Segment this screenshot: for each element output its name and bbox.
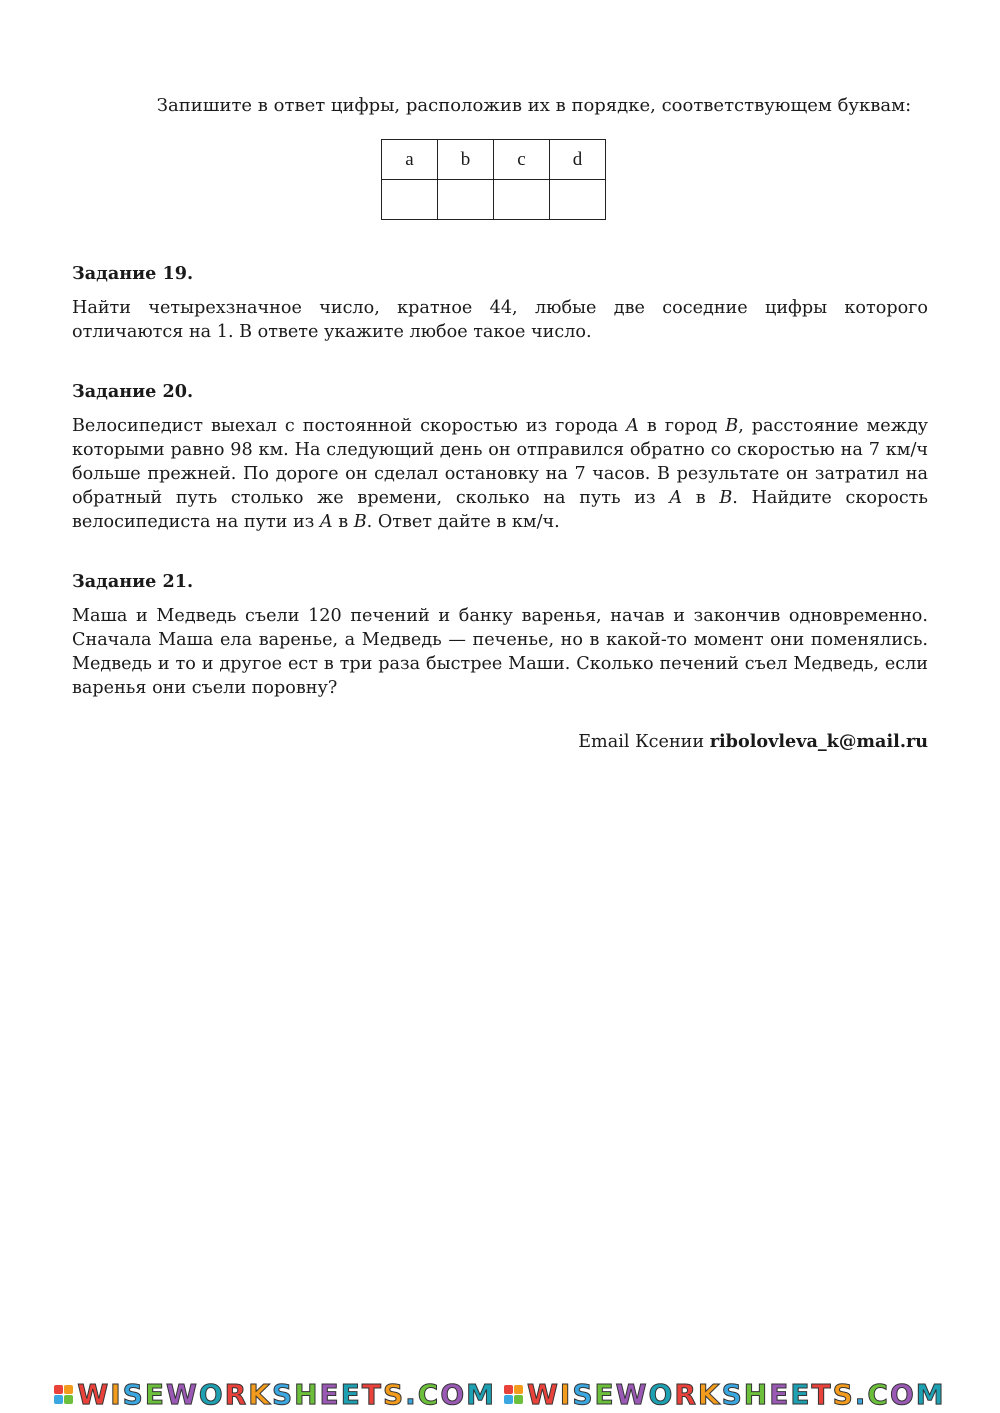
- answer-cell-d[interactable]: [550, 180, 606, 220]
- answer-table-input-row: [382, 180, 606, 220]
- task-19: [72, 262, 928, 344]
- answer-cell-a[interactable]: [382, 180, 438, 220]
- answer-cell-c[interactable]: [494, 180, 550, 220]
- task-21: [72, 570, 928, 700]
- wiseworksheets-logo-icon: [504, 1385, 523, 1404]
- header-cell-b: b: [438, 140, 494, 180]
- answer-table-header-row: [382, 140, 606, 180]
- task-19-title: Задание 19.: [72, 263, 194, 284]
- wiseworksheets-logo-icon: [54, 1385, 73, 1404]
- answer-cell-b[interactable]: [438, 180, 494, 220]
- answer-table: [381, 139, 606, 220]
- header-cell-c: c: [494, 140, 550, 180]
- task-21-title: Задание 21.: [72, 571, 194, 592]
- task-21-text: Маша и Медведь съели 120 печений и банку варенья, начав и закончив одновременно. Сначала Маша ела варенье, а Медведь — печенье, но в какой-то момент они поменялись. Медведь и то и другое ест в три раза быстрее Маши. Сколько печений съел Медведь, если варенья они съели поровну?: [72, 606, 928, 698]
- footer-brand-text: WISEWORKSHEETS.COM: [77, 1378, 496, 1411]
- instruction-text: Запишите в ответ цифры, расположив их в порядке, соответствующем буквам:: [156, 95, 912, 116]
- email-label: Email Ксении: [578, 732, 710, 752]
- task-19-text: Найти четырехзначное число, кратное 44, любые две соседние цифры которого отличаются на 1. В ответе укажите любое такое число.: [72, 298, 928, 342]
- task-20-text: Велосипедист выехал с постоянной скоростью из города A в город B, расстояние между которыми равно 98 км. На следующий день он отправился обратно со скоростью на 7 км/ч больше прежней. По дороге он сделал остановку на 7 часов. В результате он затратил на обратный путь столько же времени, сколько на путь из A в B. Найдите скорость велосипедиста на пути из A в B. Ответ дайте в км/ч.: [72, 416, 928, 532]
- footer-watermark: [0, 1376, 1000, 1413]
- footer-logo-2: [504, 1378, 946, 1411]
- footer-brand-text: WISEWORKSHEETS.COM: [527, 1378, 946, 1411]
- header-cell-d: d: [550, 140, 606, 180]
- footer-logo-1: [54, 1378, 496, 1411]
- email-address[interactable]: ribolovleva_k@mail.ru: [709, 731, 928, 752]
- author-email: [578, 731, 928, 752]
- task-20: [72, 380, 928, 534]
- header-cell-a: a: [382, 140, 438, 180]
- task-20-title: Задание 20.: [72, 381, 194, 402]
